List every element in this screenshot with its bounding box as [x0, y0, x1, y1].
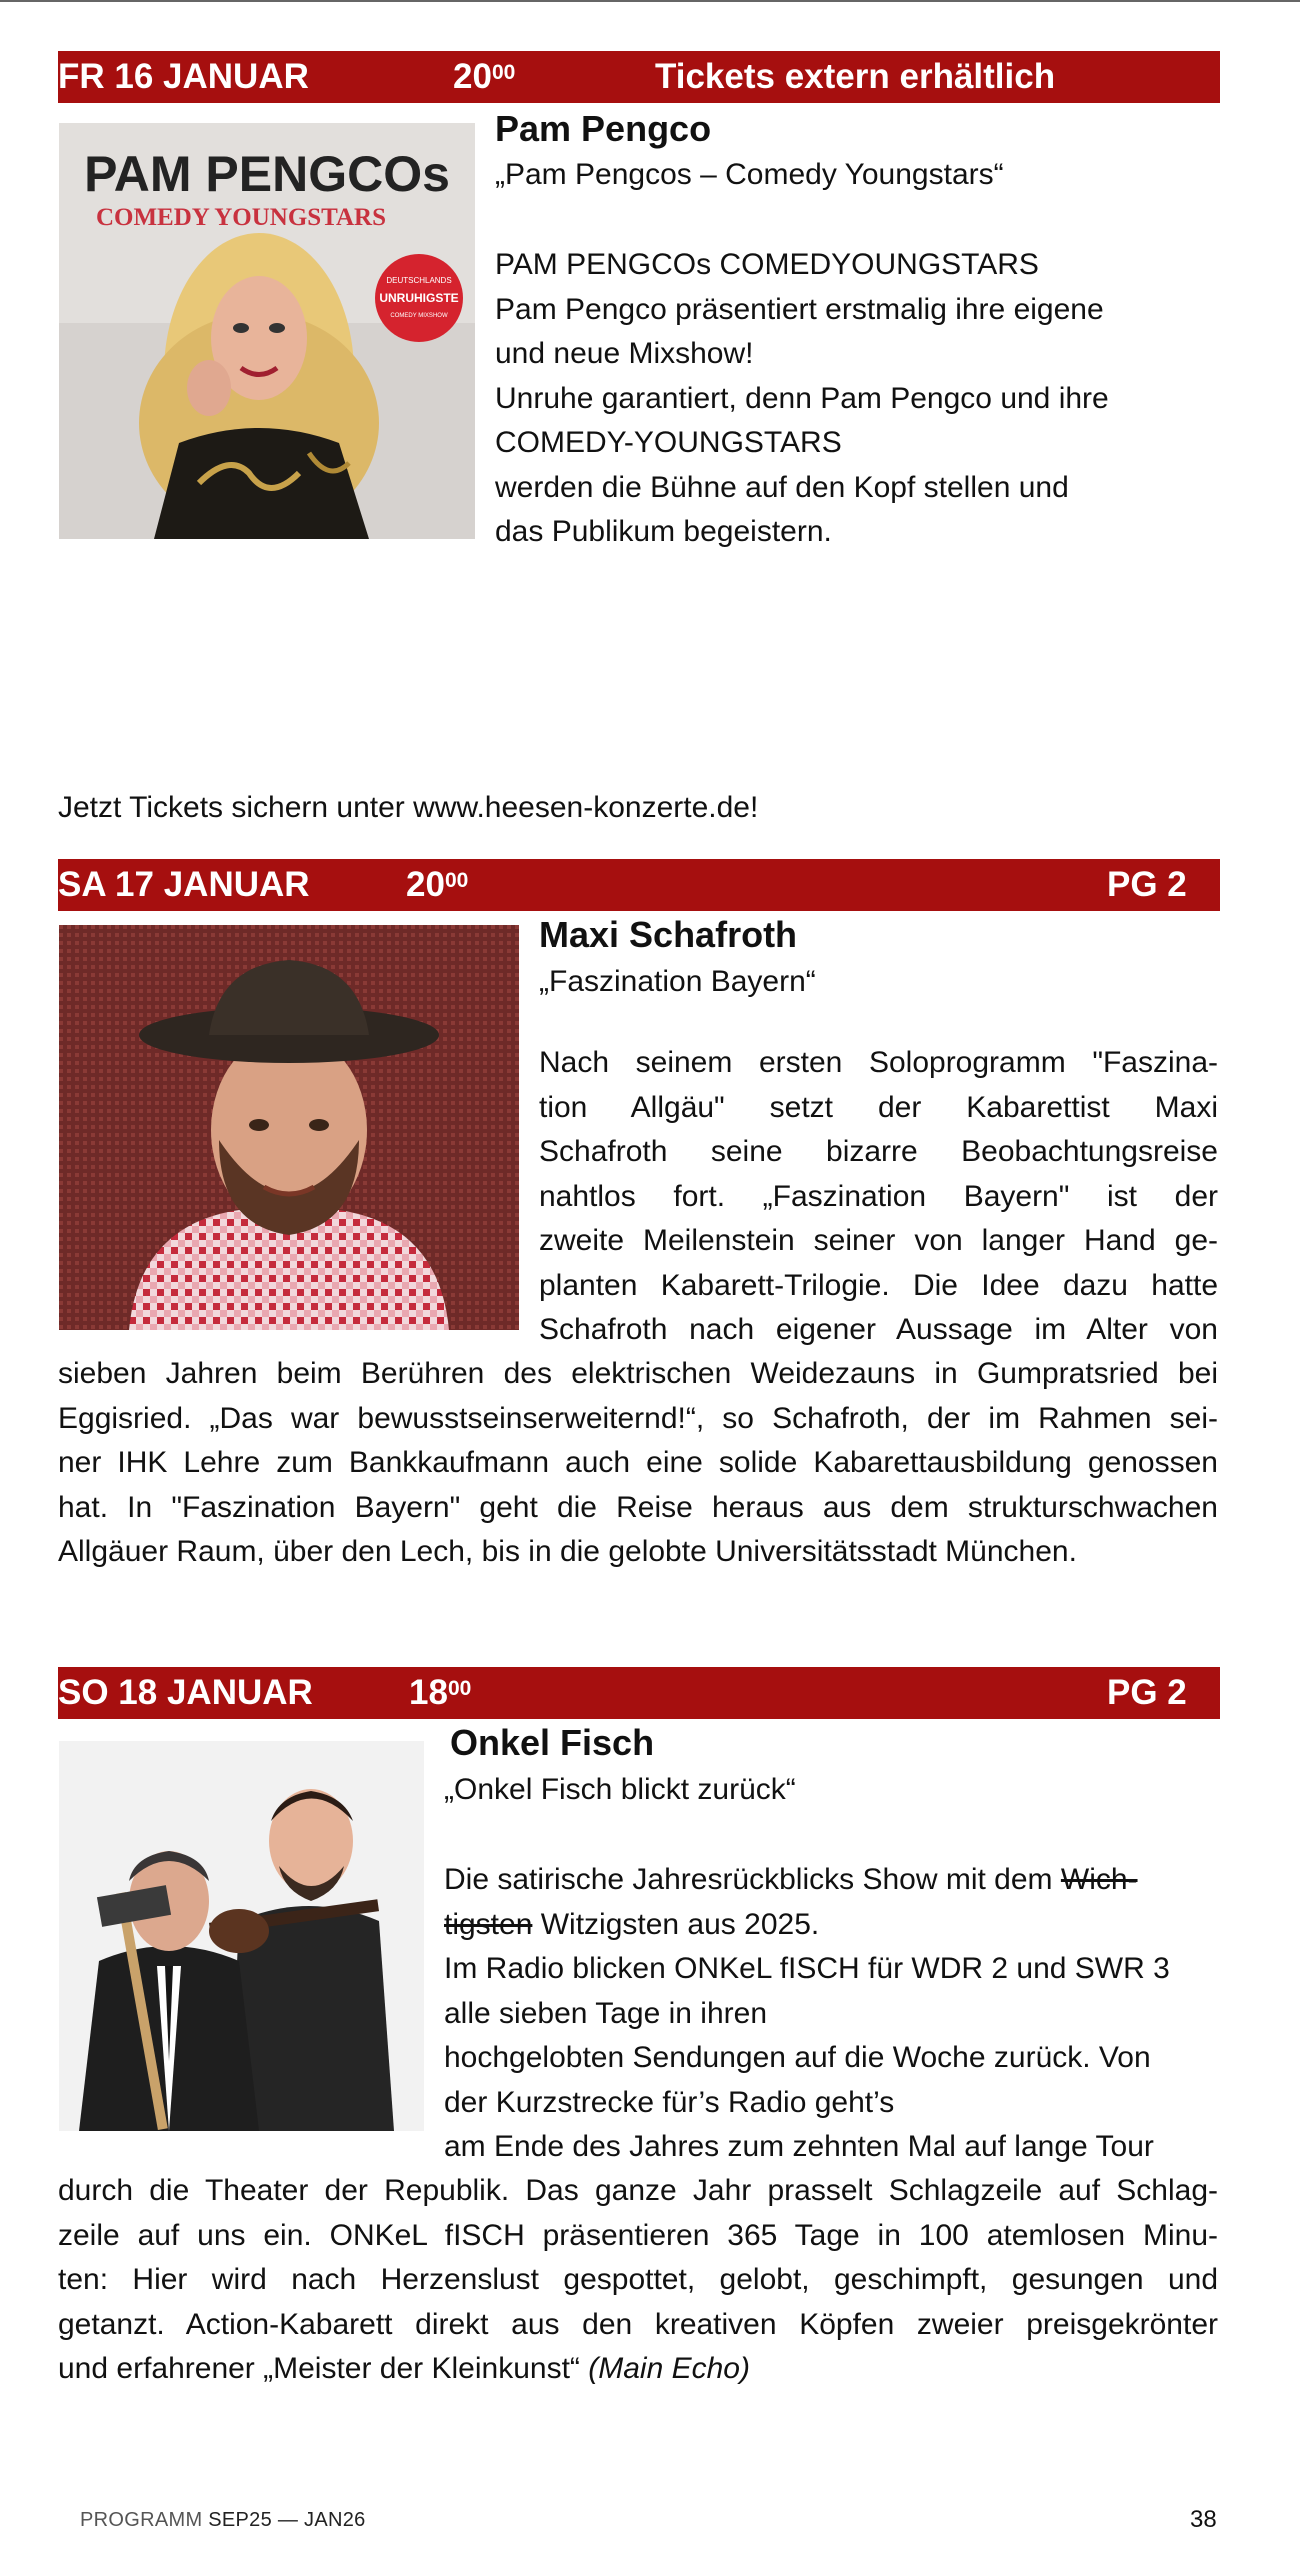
event-ticket-info: Tickets extern erhältlich: [655, 57, 1056, 96]
photo-subtitle-text: COMEDY YOUNGSTARS: [95, 204, 387, 231]
description-line: und erfahrener „Meister der Kleinkunst“ (Main Echo): [58, 2352, 750, 2385]
svg-text:DEUTSCHLANDS: DEUTSCHLANDS: [386, 276, 452, 285]
svg-text:COMEDY MIXSHOW: COMEDY MIXSHOW: [390, 313, 448, 319]
event-description: PAM PENGCOs COMEDYOUNGSTARS Pam Pengco präsentiert erstmalig ihre eigene und neue Mixshow! Unruhe garantiert, denn Pam Pengco und ihre COMEDY-YOUNGSTARS werden die Bühne auf den Kopf stellen und das Publikum begeistern.: [495, 248, 1109, 548]
photo-title-text: PAM PENGCOs: [84, 146, 450, 202]
event-header-bar: [58, 1667, 1220, 1719]
footer-program-label: PROGRAMM SEP25 — JAN26: [80, 2509, 366, 2531]
event-description-wrap-part: Die satirische Jahresrückblicks Show mit dem Wich- tigsten Witzigsten aus 2025. Im Radio blicken ONKeL fISCH für WDR 2 und SWR 3 alle sieben Tage in ihren hochgelobten Sendungen auf die Woche zurück. Von der Kurzstrecke für’s Radio geht’s am Ende des Jahres zum zehnten Mal auf lange Tour: [444, 1858, 1220, 2170]
event-date: SO 18 JANUAR: [58, 1673, 313, 1712]
description-line: Die satirische Jahresrückblicks Show mit dem Wich-: [444, 1863, 1138, 1896]
event-header-bar: [58, 51, 1220, 103]
source-citation: (Main Echo): [588, 2352, 750, 2385]
top-rule: [0, 0, 1300, 2]
svg-text:UNRUHIGSTE: UNRUHIGSTE: [379, 291, 459, 305]
event-photo-pam-pengco: [59, 123, 475, 539]
struck-word: tigsten: [444, 1907, 533, 1941]
event-artist-name: Maxi Schafroth: [539, 914, 798, 955]
event-time: $20^{00}$: [406, 865, 469, 904]
event-description-full-part: sieben Jahren beim Berühren des elektrischen Weidezauns in Gumpratsried bei Eggisried. „Das war bewusstseinserweiternd!“, so Schafroth, der im Rahmen sei- ner IHK Lehre zum Bankkaufmann auch eine solide Kabarettausbildung genossen hat. In "Faszination Bayern" geht die Reise heraus aus dem strukturschwachen Allgäuer Raum, über den Lech, bis in die gelobte Universitätsstadt München.: [58, 1357, 1218, 1568]
event-program-title: „Pam Pengcos – Comedy Youngstars“: [495, 158, 1004, 191]
description-line: tigsten Witzigsten aus 2025.: [444, 1907, 820, 1941]
struck-word: Wich-: [1060, 1863, 1138, 1896]
event-time: $20^{00}$: [453, 57, 516, 96]
event-artist-name: Onkel Fisch: [450, 1722, 655, 1763]
event-description-full-part: durch die Theater der Republik. Das ganze Jahr prasselt Schlagzeile auf Schlag- zeile auf uns ein. ONKeL fISCH präsentieren 365 Tage in 100 atemlosen Minu- ten: Hier wird nach Herzenslust gespottet, gelobt, geschimpft, gesungen und getanzt. Action-Kabarett direkt aus den kreativen Köpfen zweier preisgekrönter und erfahrener „Meister der Kleinkunst“ (Main Echo): [58, 2169, 1218, 2392]
event-photo-onkel-fisch: [59, 1741, 424, 2131]
event-program-title: „Faszination Bayern“: [539, 965, 816, 998]
event-date: FR 16 JANUAR: [58, 57, 309, 96]
event-program-title: „Onkel Fisch blickt zurück“: [444, 1773, 796, 1806]
event-artist-name: Pam Pengco: [495, 108, 712, 149]
event-header-bar: [58, 859, 1220, 911]
event-category: PG 2: [1107, 865, 1187, 904]
event-time: $18^{00}$: [409, 1673, 472, 1712]
event-date: SA 17 JANUAR: [58, 865, 310, 904]
event-photo-maxi-schafroth: [59, 925, 519, 1330]
event-category: PG 2: [1107, 1673, 1187, 1712]
tickets-note: Jetzt Tickets sichern unter www.heesen-konzerte.de!: [58, 791, 759, 824]
page-number: 38: [1190, 2506, 1217, 2533]
event-description-wrap-part: Nach seinem ersten Soloprogramm "Faszina- tion Allgäu" setzt der Kabarettist Maxi Schafroth seine bizarre Beobachtungsreise nahtlos fort. „Faszination Bayern" ist der zweite Meilenstein seiner von langer Hand ge- planten Kabarett-Trilogie. Die Idee dazu hatte Schafroth nach eigener Aussage im Alter von: [539, 1046, 1218, 1346]
